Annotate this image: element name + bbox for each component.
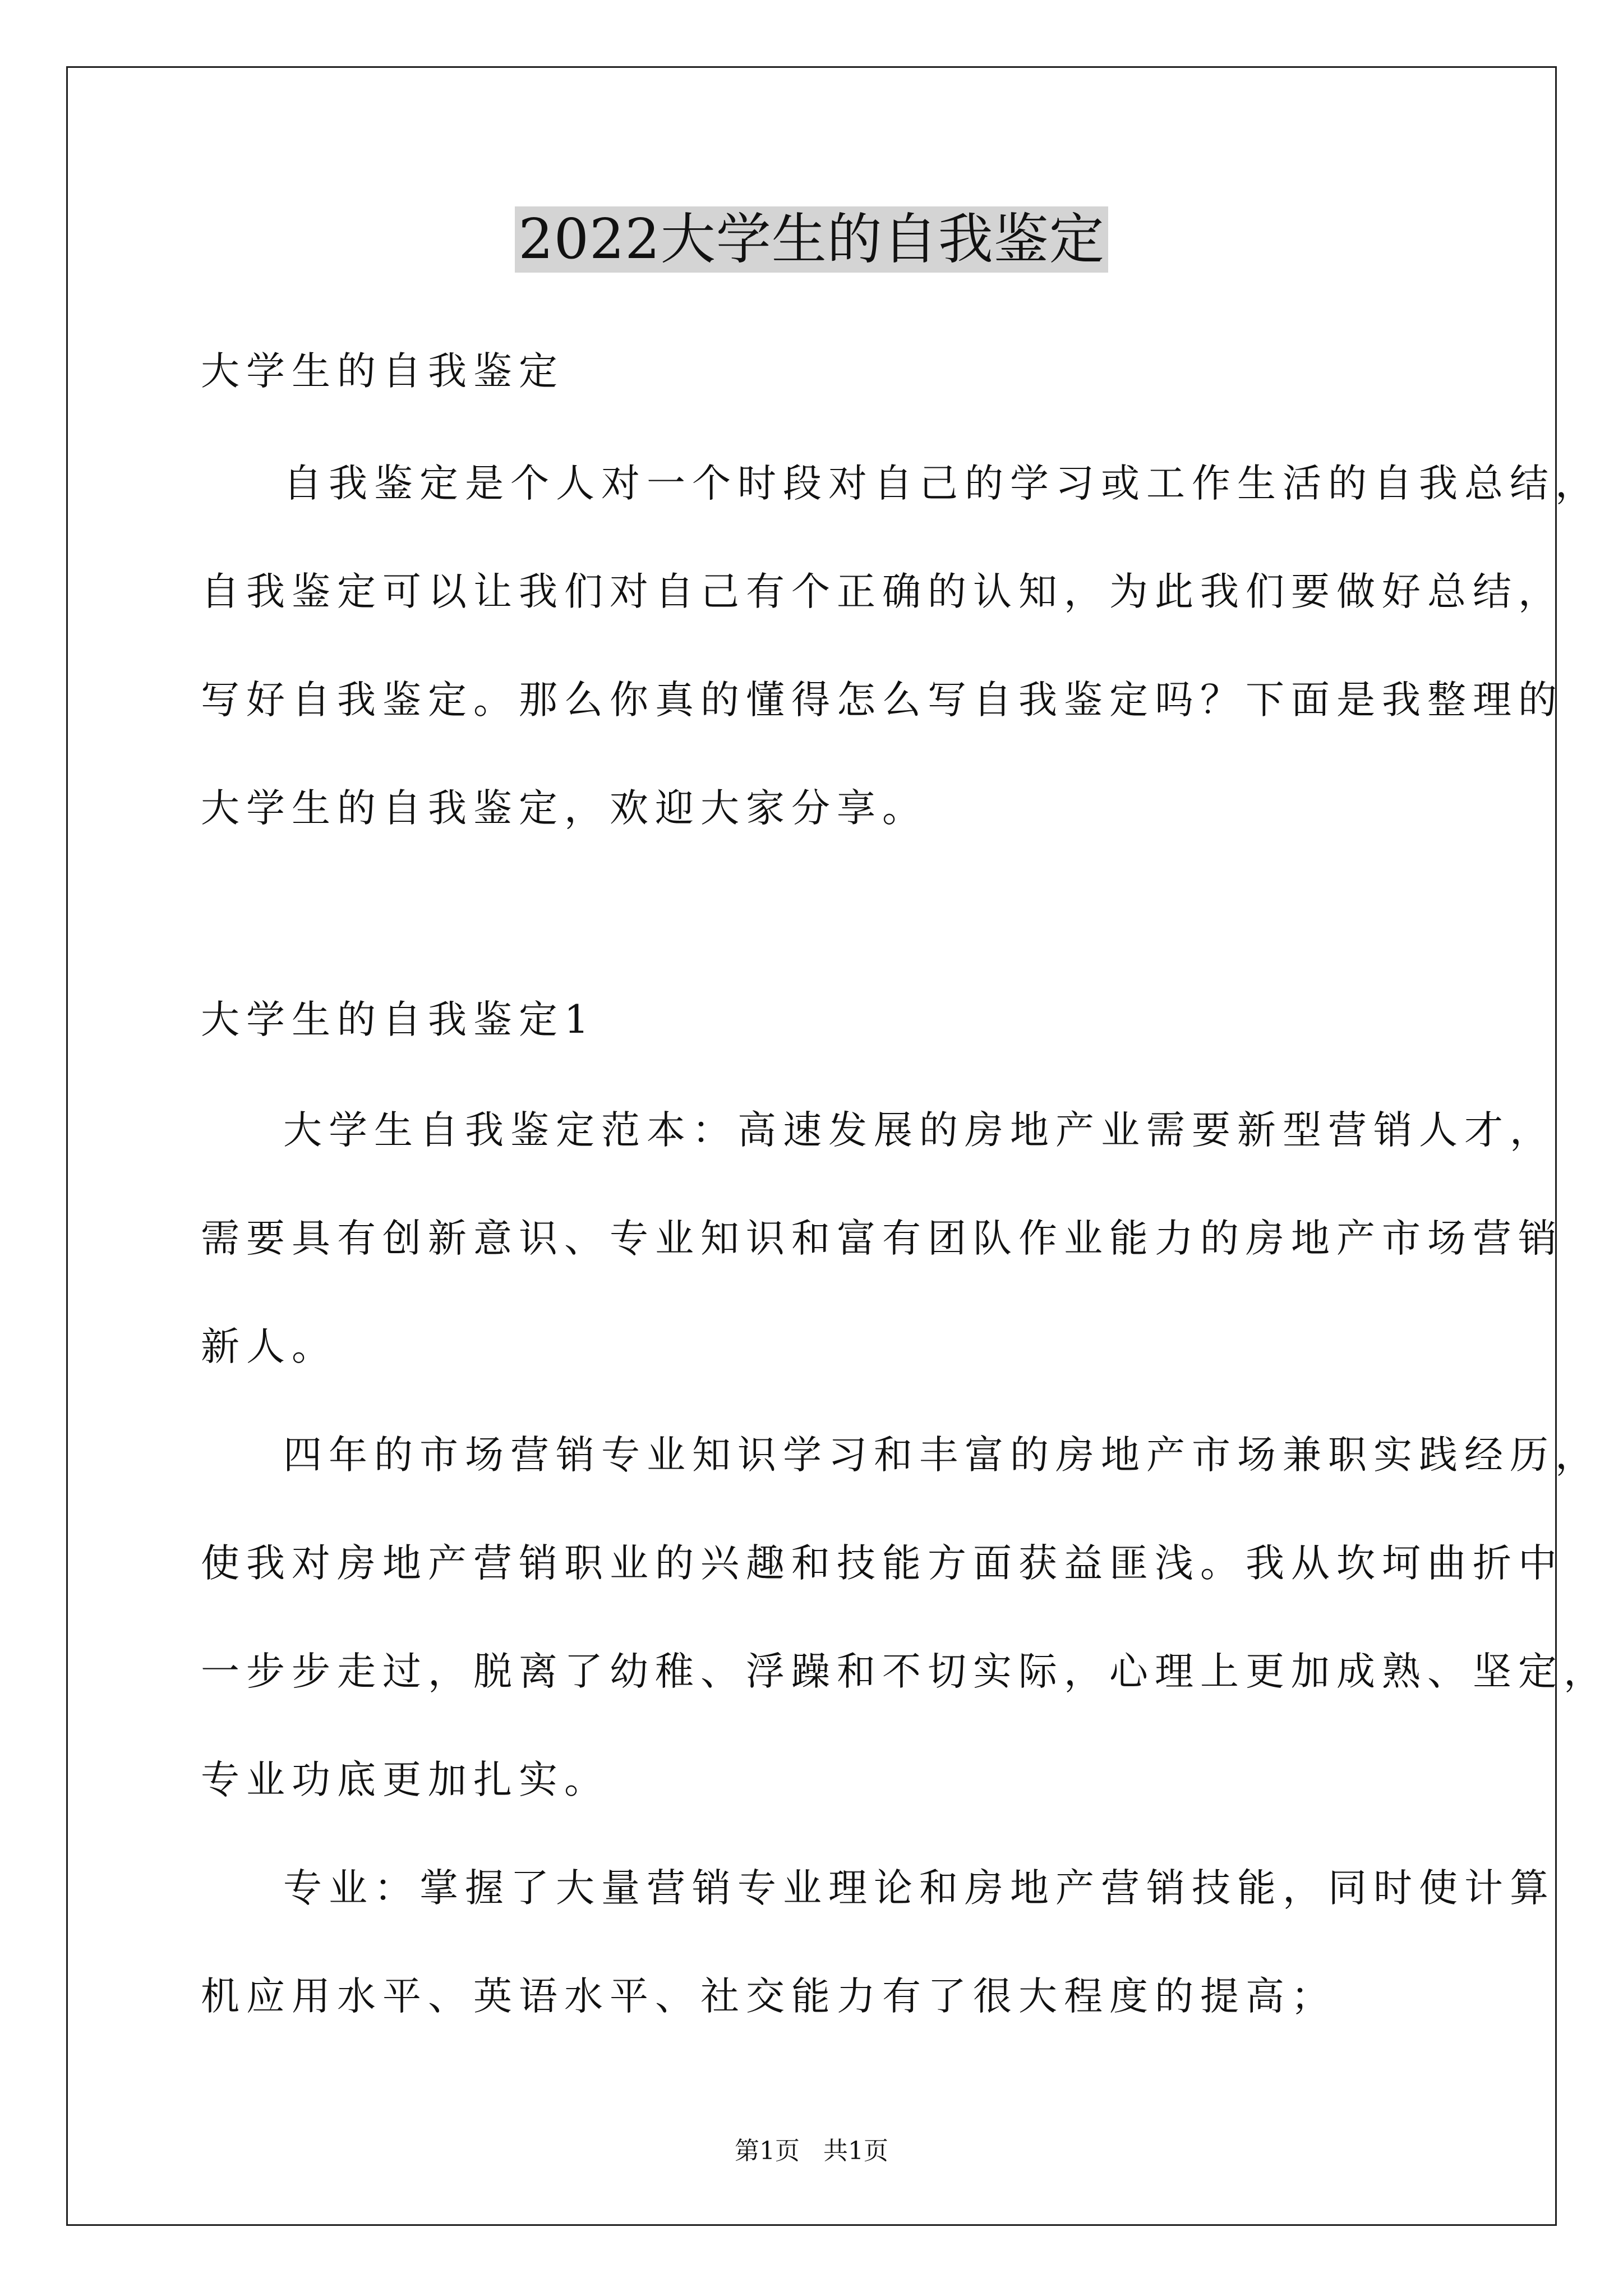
paragraph-line: 机应用水平、英语水平、社交能力有了很大程度的提高； (201, 1974, 1336, 2019)
paragraph-line: 自我鉴定可以让我们对自己有个正确的认知，为此我们要做好总结， (201, 569, 1564, 614)
section-heading: 大学生的自我鉴定 (201, 349, 564, 394)
paragraph-line: 大学生的自我鉴定，欢迎大家分享。 (201, 786, 928, 831)
paragraph-line: 专业：掌握了大量营销专业理论和房地产营销技能，同时使计算 (283, 1866, 1555, 1911)
document-title-text: 2022大学生的自我鉴定 (515, 206, 1108, 273)
paragraph-line: 一步步走过，脱离了幼稚、浮躁和不切实际，心理上更加成熟、坚定， (201, 1649, 1609, 1694)
page-footer: 第1页 共1页 (735, 2137, 888, 2165)
paragraph-line: 自我鉴定是个人对一个时段对自己的学习或工作生活的自我总结， (283, 461, 1601, 506)
paragraph-line: 需要具有创新意识、专业知识和富有团队作业能力的房地产市场营销 (201, 1216, 1564, 1261)
paragraph-line: 大学生自我鉴定范本：高速发展的房地产业需要新型营销人才， (283, 1108, 1555, 1153)
paragraph-line: 专业功底更加扎实。 (201, 1757, 610, 1802)
paragraph-line: 四年的市场营销专业知识学习和丰富的房地产市场兼职实践经历， (283, 1433, 1601, 1478)
paragraph-line: 新人。 (201, 1324, 337, 1369)
document-title (0, 203, 1623, 276)
section-heading: 大学生的自我鉴定1 (201, 997, 596, 1042)
paragraph-line: 使我对房地产营销职业的兴趣和技能方面获益匪浅。我从坎坷曲折中 (201, 1541, 1564, 1586)
paragraph-line: 写好自我鉴定。那么你真的懂得怎么写自我鉴定吗？下面是我整理的 (201, 678, 1564, 723)
